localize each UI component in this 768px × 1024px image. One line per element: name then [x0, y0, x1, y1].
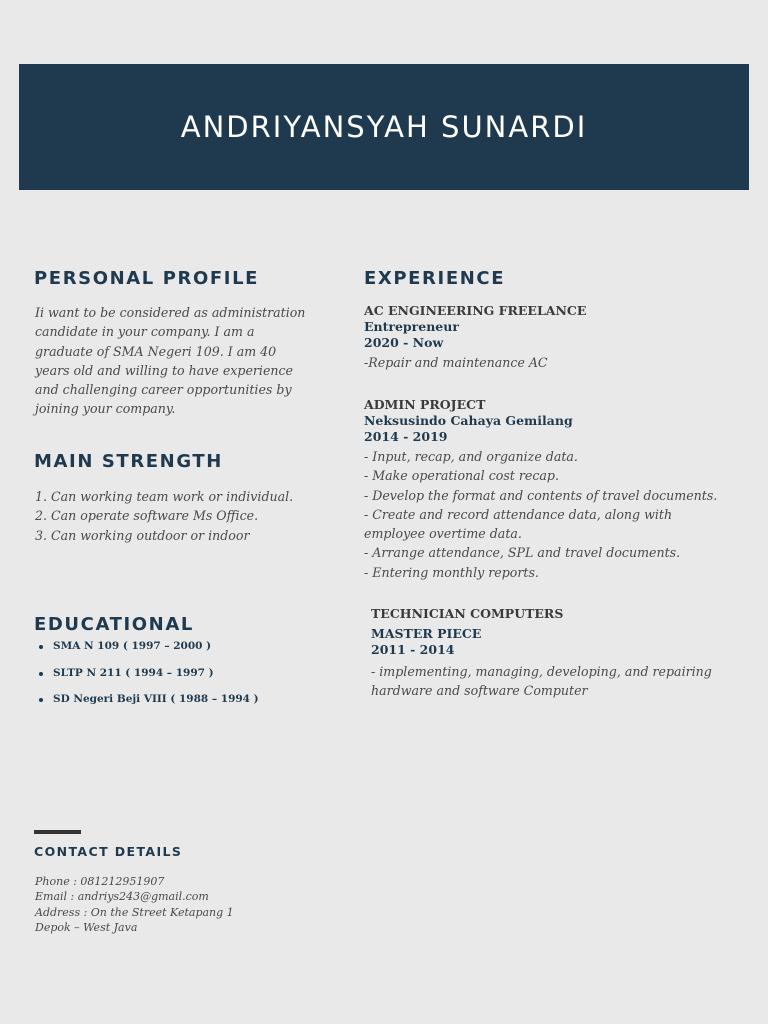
job-company: AC ENGINEERING FREELANCE — [364, 303, 587, 318]
experience-entry — [364, 396, 717, 582]
contact-phone: Phone : 081212951907 — [35, 875, 165, 888]
bullet-icon — [39, 672, 43, 676]
job-duty: - Make operational cost recap. — [364, 468, 559, 484]
main-strength-heading: MAIN STRENGTH — [34, 451, 223, 472]
full-name: ANDRIYANSYAH SUNARDI — [180, 110, 588, 144]
bullet-icon — [39, 645, 43, 649]
job-duty: employee overtime data. — [364, 526, 522, 542]
profile-line: Ii want to be considered as administration — [35, 305, 306, 320]
job-period: 2020 - Now — [364, 335, 444, 350]
job-duty: - Input, recap, and organize data. — [364, 449, 578, 464]
education-item — [36, 638, 259, 665]
job-duty: - Develop the format and contents of travel documents. — [364, 487, 718, 503]
strength-list — [35, 487, 293, 545]
personal-profile-text — [35, 303, 335, 419]
job-duty: hardware and software Computer — [371, 683, 588, 699]
experience-heading: EXPERIENCE — [364, 268, 506, 289]
bullet-icon — [39, 698, 43, 702]
contact-details-heading: CONTACT DETAILS — [34, 844, 183, 859]
education-item-text: SLTP N 211 ( 1994 – 1997 ) — [53, 666, 214, 679]
education-list — [36, 638, 259, 718]
experience-entry — [364, 302, 586, 372]
educational-heading: EDUCATIONAL — [34, 614, 194, 635]
name-banner — [19, 64, 749, 190]
job-period: 2011 - 2014 — [371, 642, 455, 657]
job-duty: - implementing, managing, developing, and repairing — [371, 664, 712, 679]
job-duty: - Create and record attendance data, along with — [364, 506, 673, 522]
job-company: TECHNICIAN COMPUTERS — [371, 606, 564, 621]
job-duties — [364, 447, 717, 582]
education-item — [36, 665, 259, 692]
job-duties — [364, 353, 586, 372]
profile-line: joining your company. — [35, 401, 176, 417]
job-role: Neksusindo Cahaya Gemilang — [364, 413, 573, 428]
education-item-text: SD Negeri Beji VIII ( 1988 – 1994 ) — [53, 693, 259, 705]
contact-list — [35, 874, 234, 935]
education-item-text: SMA N 109 ( 1997 – 2000 ) — [53, 640, 212, 652]
job-duty: - Entering monthly reports. — [364, 564, 539, 580]
job-period: 2014 - 2019 — [364, 429, 448, 444]
profile-line: candidate in your company. I am a — [35, 324, 255, 340]
job-role: Entrepreneur — [364, 319, 459, 334]
personal-profile-heading: PERSONAL PROFILE — [34, 268, 260, 289]
contact-divider — [34, 830, 81, 834]
job-role: MASTER PIECE — [371, 626, 482, 641]
contact-email: Email : andriys243@gmail.com — [35, 890, 209, 904]
job-duty: -Repair and maintenance AC — [364, 355, 548, 370]
experience-entry — [371, 605, 712, 701]
strength-item: 2. Can operate software Ms Office. — [35, 508, 259, 524]
contact-city: Depok – West Java — [35, 920, 138, 934]
education-item — [36, 691, 259, 718]
profile-line: and challenging career opportunities by — [35, 382, 292, 398]
contact-address: Address : On the Street Ketapang 1 — [35, 905, 234, 919]
job-duties — [371, 662, 712, 701]
job-duty: - Arrange attendance, SPL and travel documents. — [364, 545, 681, 561]
profile-line: graduate of SMA Negeri 109. I am 40 — [35, 343, 277, 359]
strength-item: 3. Can working outdoor or indoor — [35, 527, 250, 543]
profile-line: years old and willing to have experience — [35, 362, 294, 378]
job-company: ADMIN PROJECT — [364, 397, 486, 412]
strength-item: 1. Can working team work or individual. — [35, 489, 294, 504]
